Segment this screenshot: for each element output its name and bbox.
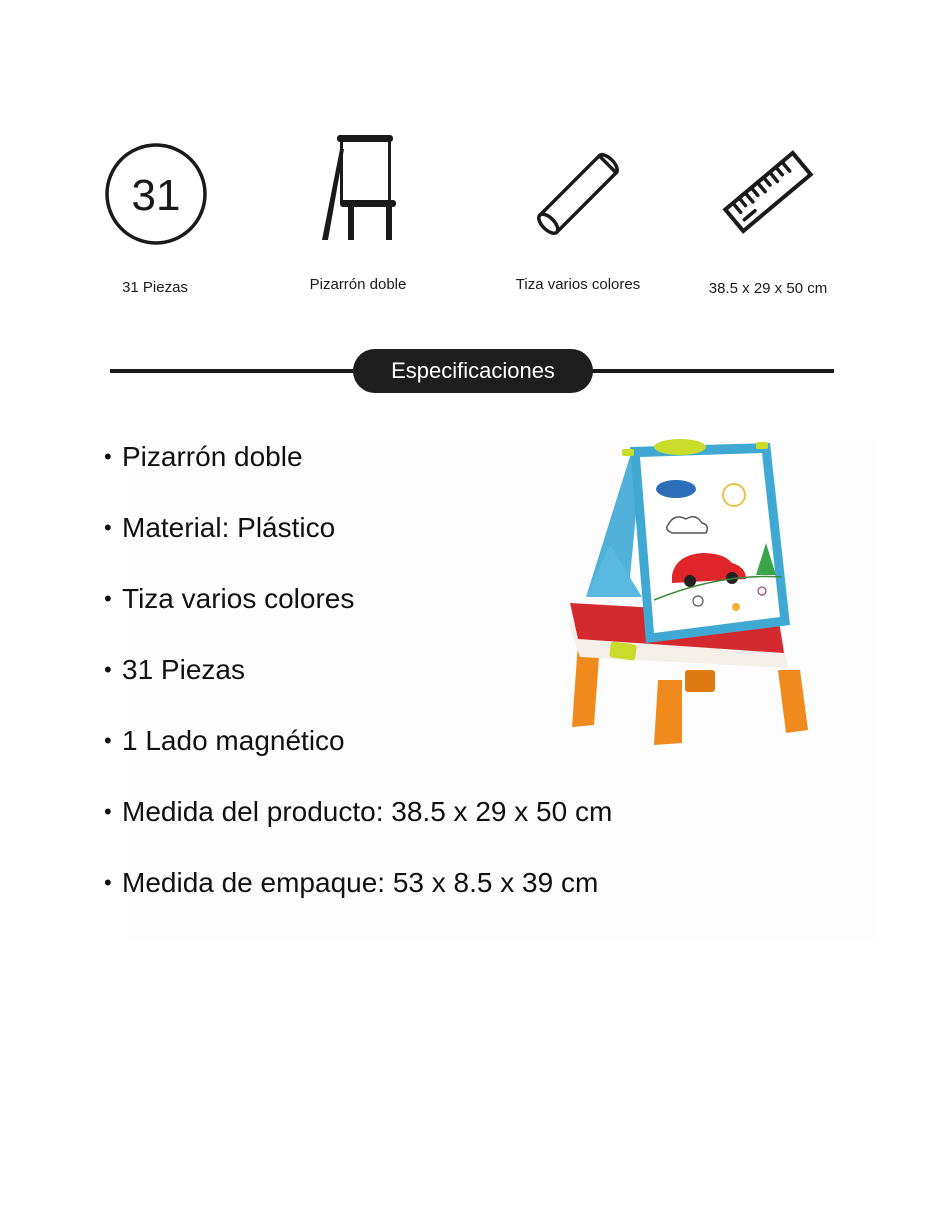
spec-item: • Medida del producto: 38.5 x 29 x 50 cm	[104, 791, 612, 862]
spec-item: • Medida de empaque: 53 x 8.5 x 39 cm	[104, 862, 612, 933]
feature-caption: 38.5 x 29 x 50 cm	[708, 280, 828, 297]
spec-item: • Material: Plástico	[104, 507, 612, 578]
spec-list	[104, 436, 612, 933]
bullet: •	[104, 870, 112, 895]
feature-caption: Tiza varios colores	[515, 276, 641, 293]
feature-caption: Pizarrón doble	[309, 276, 407, 293]
product-easel-image	[550, 425, 820, 755]
chalk-icon	[528, 144, 628, 244]
bullet: •	[104, 444, 112, 469]
easel-icon	[318, 134, 402, 244]
ruler-icon	[720, 144, 816, 240]
divider-left	[110, 369, 360, 373]
bullet: •	[104, 728, 112, 753]
bullet: •	[104, 586, 112, 611]
pieces-count-circle-icon	[104, 142, 208, 246]
spec-item: • 31 Piezas	[104, 649, 612, 720]
bullet: •	[104, 657, 112, 682]
spec-item: • Tiza varios colores	[104, 578, 612, 649]
spec-item: • 1 Lado magnético	[104, 720, 612, 791]
bullet: •	[104, 799, 112, 824]
section-title: Especificaciones	[353, 349, 593, 393]
bullet: •	[104, 515, 112, 540]
feature-caption: 31 Piezas	[122, 279, 188, 296]
spec-item: • Pizarrón doble	[104, 436, 612, 507]
svg-text:31: 31	[131, 171, 181, 220]
divider-right	[586, 369, 834, 373]
